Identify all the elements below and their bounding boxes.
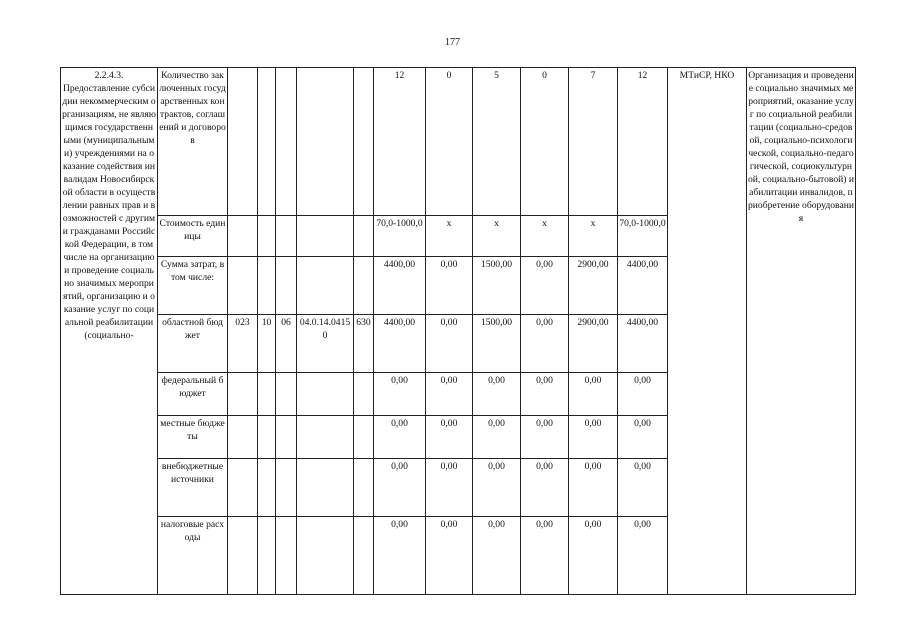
value-cell: 0,00 [426,315,473,373]
indicator-label: Стоимость единицы [158,216,228,257]
code-csr [297,517,354,595]
value-cell: 0,00 [473,373,521,416]
value-cell: 0,00 [426,257,473,315]
code-pr [276,68,297,216]
executor-cell: МТиСР, НКО [668,68,747,595]
code-rz [258,459,276,517]
indicator-label: федеральный бюджет [158,373,228,416]
value-cell: 0,00 [521,416,569,459]
value-cell: 0,00 [618,416,668,459]
value-cell: 0 [426,68,473,216]
code-rz [258,216,276,257]
code-csr [297,459,354,517]
value-cell: 0,00 [618,373,668,416]
code-pr [276,373,297,416]
value-cell: 7 [569,68,618,216]
value-cell: 0,00 [569,373,618,416]
value-cell: 0,00 [426,416,473,459]
code-rz [258,416,276,459]
code-csr [297,373,354,416]
code-grbs [228,517,258,595]
value-cell: 0 [521,68,569,216]
value-cell: x [521,216,569,257]
item-cell [61,68,158,595]
code-vr: 630 [354,315,374,373]
table-body [61,68,856,595]
indicator-label: Сумма затрат, в том числе: [158,257,228,315]
code-vr [354,373,374,416]
code-pr [276,257,297,315]
value-cell: 0,00 [521,459,569,517]
value-cell: 1500,00 [473,257,521,315]
code-csr [297,216,354,257]
indicator-label: Количество заключенных государственных контрактов, соглашений и договоров [158,68,228,216]
value-cell: 0,00 [521,517,569,595]
value-cell: 0,00 [374,459,426,517]
code-pr [276,459,297,517]
value-cell: x [569,216,618,257]
value-cell: 4400,00 [618,315,668,373]
code-rz: 10 [258,315,276,373]
code-csr [297,257,354,315]
value-cell: 70,0-1000,0 [374,216,426,257]
value-cell: 0,00 [426,373,473,416]
result-cell: Организация и проведение социально значимых мероприятий, оказание услуг по социальной реабилитации (социально-средовой, социально-психологической, социально-педагогической, социокультурной, социально-бытовой) и абилитации инвалидов, приобретение оборудования [747,68,856,595]
code-vr [354,216,374,257]
indicator-label: налоговые расходы [158,517,228,595]
code-csr: 04.0.14.04150 [297,315,354,373]
code-rz [258,257,276,315]
value-cell: 0,00 [473,459,521,517]
value-cell: 0,00 [374,416,426,459]
value-cell: 12 [618,68,668,216]
code-vr [354,68,374,216]
value-cell: 2900,00 [569,257,618,315]
value-cell: 0,00 [618,459,668,517]
item-name: Предоставление субсидии некоммерческим организациям, не являющимся государственными (муниципальными) учреждениями на оказание содействия инвалидам Новосибирской области в осуществлении равных прав и возможностей с другими гражданами Российской Федерации, в том числе на организацию и проведение социально значимых мероприятий, организацию и оказание услуг по социальной реабилитации (социально- [62,83,156,341]
code-vr [354,257,374,315]
value-cell: 0,00 [569,416,618,459]
value-cell: 0,00 [521,373,569,416]
value-cell: 0,00 [521,315,569,373]
value-cell: 1500,00 [473,315,521,373]
code-grbs [228,459,258,517]
code-pr [276,517,297,595]
value-cell: 12 [374,68,426,216]
code-pr: 06 [276,315,297,373]
code-rz [258,517,276,595]
value-cell: 0,00 [426,517,473,595]
code-vr [354,459,374,517]
value-cell: 0,00 [618,517,668,595]
value-cell: 4400,00 [618,257,668,315]
code-grbs: 023 [228,315,258,373]
code-grbs [228,373,258,416]
code-pr [276,216,297,257]
value-cell: x [473,216,521,257]
table-row [61,68,856,216]
value-cell: 0,00 [569,459,618,517]
code-grbs [228,216,258,257]
indicator-label: местные бюджеты [158,416,228,459]
value-cell: 0,00 [521,257,569,315]
code-rz [258,68,276,216]
indicator-label: внебюджетные источники [158,459,228,517]
value-cell: 0,00 [374,373,426,416]
page-number: 177 [445,37,460,48]
code-vr [354,416,374,459]
code-pr [276,416,297,459]
value-cell: 4400,00 [374,315,426,373]
item-number: 2.2.4.3. [94,70,124,81]
code-grbs [228,416,258,459]
value-cell: 0,00 [473,416,521,459]
value-cell: x [426,216,473,257]
indicator-label: областной бюджет [158,315,228,373]
code-grbs [228,257,258,315]
value-cell: 0,00 [426,459,473,517]
value-cell: 0,00 [473,517,521,595]
code-vr [354,517,374,595]
activity-table [60,67,856,595]
code-csr [297,68,354,216]
code-grbs [228,68,258,216]
value-cell: 70,0-1000,0 [618,216,668,257]
value-cell: 0,00 [569,517,618,595]
code-rz [258,373,276,416]
code-csr [297,416,354,459]
value-cell: 2900,00 [569,315,618,373]
value-cell: 4400,00 [374,257,426,315]
value-cell: 0,00 [374,517,426,595]
value-cell: 5 [473,68,521,216]
